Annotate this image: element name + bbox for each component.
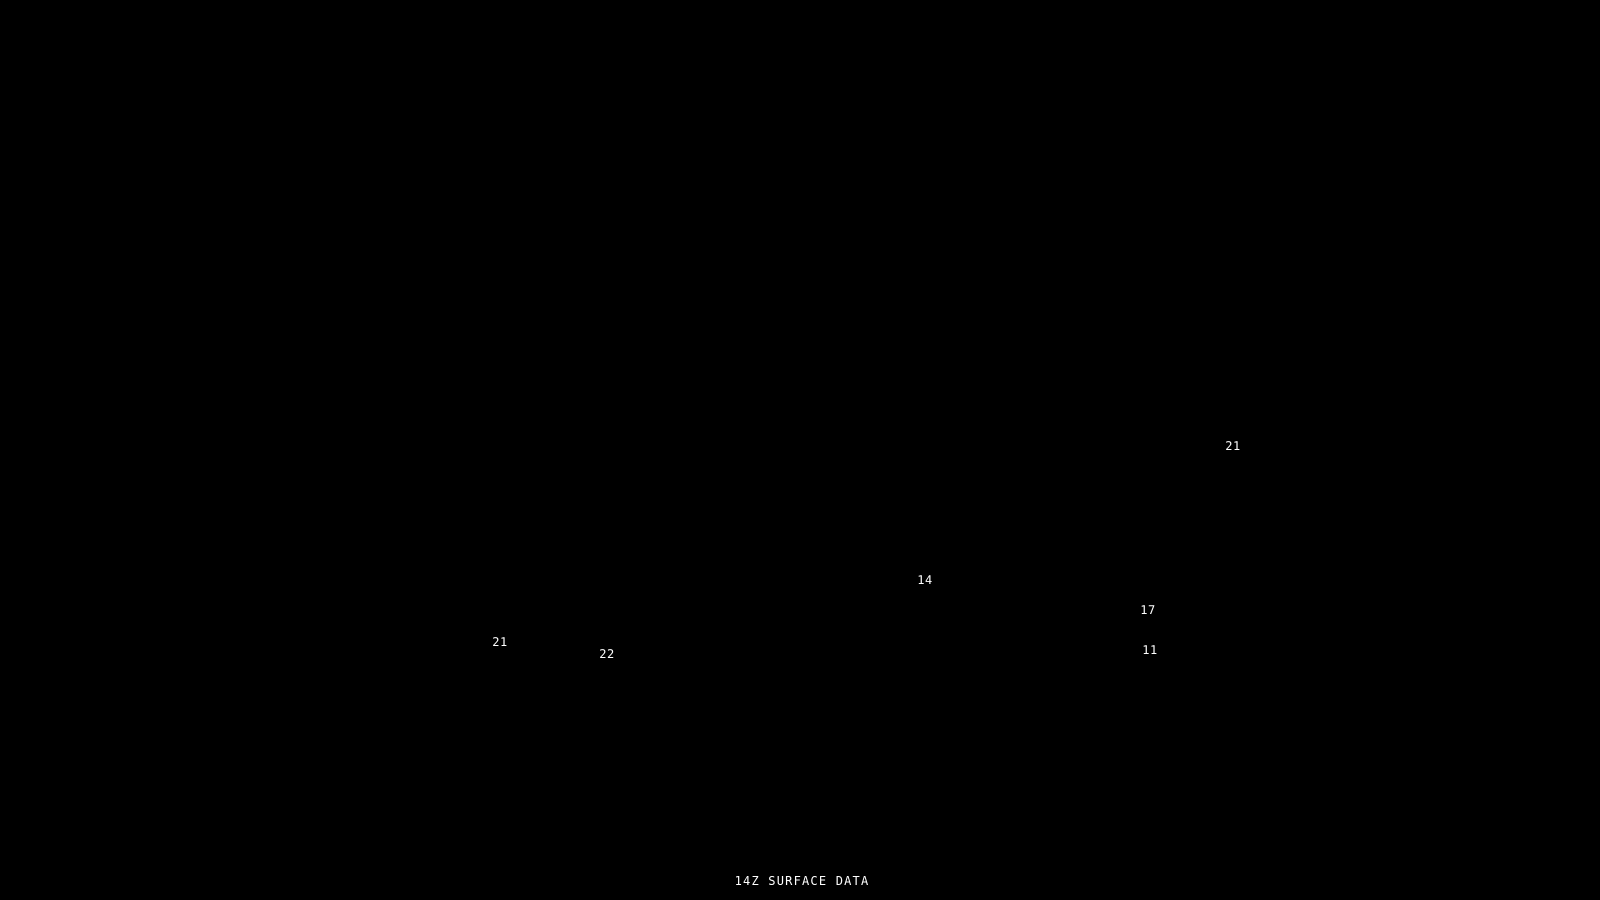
station-temperature-label: 11 xyxy=(1142,643,1158,657)
map-caption: 14Z SURFACE DATA xyxy=(734,874,870,888)
station-temperature-label: 17 xyxy=(1140,603,1156,617)
station-temperature-label: 21 xyxy=(492,635,508,649)
station-temperature-label: 14 xyxy=(917,573,933,587)
station-temperature-label: 22 xyxy=(599,647,615,661)
station-temperature-label: 21 xyxy=(1225,439,1241,453)
